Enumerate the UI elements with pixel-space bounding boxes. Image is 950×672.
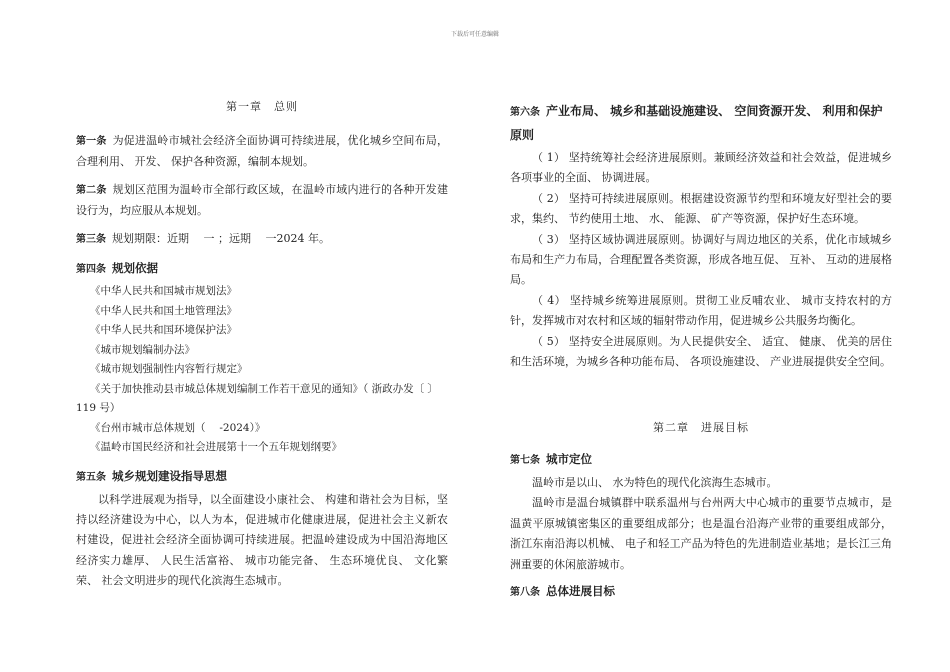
- article-3-label: 第三条: [76, 234, 106, 245]
- article-5-label: 第五条: [76, 471, 106, 483]
- article-2-text: 规划区范围为温岭市全部行政区域，在温岭市域内进行的各种开发建设行为，均应服从本规划。: [76, 183, 448, 217]
- article-2-label: 第二条: [76, 185, 107, 196]
- article-4-title: 规划依据: [112, 261, 158, 275]
- article-6-item-4: （ 4） 坚持城乡统筹进展原则。贯彻工业反哺农业、 城市支持农村的方针，发挥城市对农村和区域的辐射带动作用，促进城乡公共服务均衡化。: [510, 293, 892, 328]
- article-7-heading: [510, 449, 892, 471]
- article-8-heading: [510, 581, 892, 603]
- list-item: 《城市规划强制性内容暂行规定》: [90, 363, 248, 375]
- article-8-label: 第八条: [510, 587, 540, 599]
- header-note: 下载后可任意编辑: [450, 31, 499, 38]
- article-7-para-2: 温岭市是温台城镇群中联系温州与台州两大中心城市的重要节点城市，是温黄平原城镇密集区的重要组成部分；也是温台沿海产业带的重要组成部分，浙江东南沿海以机械、 电子和轻工产品为特色的先进制造业基地；是长江三角洲重要的休闲旅游城市。: [510, 496, 892, 571]
- chapter-2-title: 第二章 进展目标: [653, 421, 749, 434]
- list-item: 《中华人民共和国土地管理法》: [90, 304, 237, 317]
- article-1-text: 为促进温岭市城社会经济全面协调可持续进展，优化城乡空间布局，合理利用、 开发、 保护各种资源，编制本规划。: [76, 134, 448, 168]
- article-8-title: 总体进展目标: [546, 584, 615, 599]
- article-6-item-3: （ 3） 坚持区域协调进展原则。协调好与周边地区的关系，优化市域城乡布局和生产力布局，合理配置各类资源，形成各地互促、 互补、 互动的进展格局。: [510, 232, 892, 287]
- article-7-label: 第七条: [510, 455, 540, 466]
- list-item: 《台州市城市总体规划（ -2024）》: [90, 421, 266, 434]
- article-7-para-1: 温岭市是以山、 水为特色的现代化滨海生态城市。: [532, 476, 778, 489]
- article-6-label: 第六条: [510, 107, 540, 118]
- list-item: 《关于加快推动县市城总体规划编制工作若干意见的通知》（ 浙政办发〔 〕119 号）: [76, 382, 438, 414]
- article-5-text: 以科学进展观为指导，以全面建设小康社会、 构建和谐社会为目标，坚持以经济建设为中心，以人为本，促进城市化健康进展，促进社会主义新农村建设，促进社会经济全面协调可持续进展。把温岭建设成为中国沿海地区经济实力雄厚、 人民生活富裕、 城市功能完备、 生态环境优良、 文化繁荣、 社会文明进步的现代化滨海生态城市。: [76, 492, 448, 588]
- article-3: [76, 229, 448, 250]
- article-6-item-1: （ 1） 坚持统筹社会经济进展原则。兼顾经济效益和社会效益，促进城乡各项事业的全面、 协调进展。: [510, 151, 892, 185]
- right-column-lower: [510, 419, 892, 605]
- article-2: [76, 180, 448, 221]
- list-item: 《中华人民共和国环境保护法》: [90, 324, 237, 336]
- article-5-heading: [76, 466, 448, 488]
- left-column: [76, 98, 448, 592]
- list-item: 《温岭市国民经济和社会进展第十一个五年规划纲要》: [90, 441, 342, 453]
- article-7-title: 城市定位: [546, 452, 592, 466]
- article-4-label: 第四条: [76, 264, 106, 275]
- article-6-heading: [510, 100, 892, 146]
- article-6-item-2: （ 2） 坚持可持续进展原则。根据建设资源节约型和环境友好型社会的要求，集约、 节约使用土地、 水、 能源、 矿产等资源，保护好生态环境。: [510, 191, 892, 226]
- right-column: [510, 100, 892, 372]
- article-5-title: 城乡规划建设指导思想: [112, 468, 227, 483]
- list-item: 《城市规划编制办法》: [90, 343, 195, 356]
- article-1: [76, 131, 448, 172]
- list-item: 《中华人民共和国城市规划法》: [90, 285, 237, 297]
- article-1-label: 第一条: [76, 136, 107, 147]
- chapter-1-title: 第一章 总则: [226, 100, 298, 113]
- article-6-title: 产业布局、 城乡和基础设施建设、 空间资源开发、 利用和保护原则: [510, 104, 883, 142]
- article-4-heading: [76, 258, 448, 280]
- article-4-list: [76, 282, 448, 458]
- article-3-text: 规划期限：近期 一 ；远期 一2024 年。: [112, 232, 330, 245]
- article-6-item-5: （ 5） 坚持安全进展原则。为人民提供安全、 适宜、 健康、 优美的居住和生活环境，为城乡各种功能布局、 各项设施建设、 产业进展提供安全空间。: [510, 334, 892, 369]
